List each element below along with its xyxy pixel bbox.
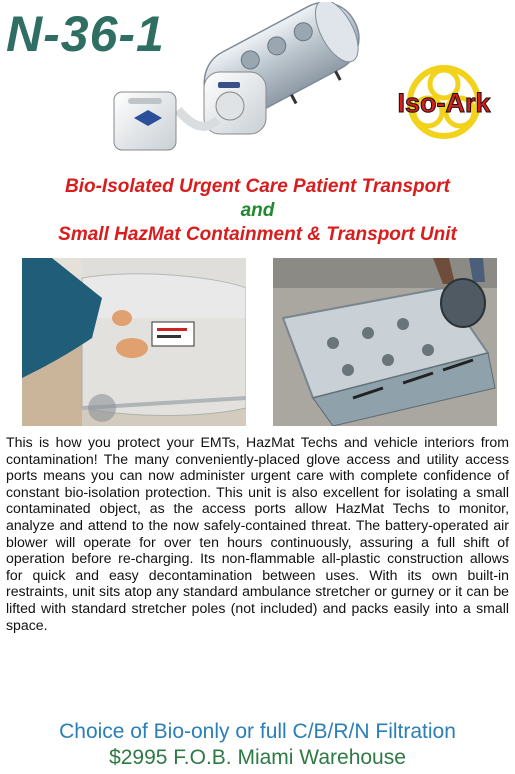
product-description: This is how you protect your EMTs, HazMat Techs and vehicle interiors from contamination! The many conveniently-placed glove access and utility access ports means you can now administer urgent care with complete confidence of constant bio-isolation protection. This unit is also excellent for isolating a small contaminated object, as the access ports allow HazMat Techs to monitor, analyze and attend to the now safely-contained threat. The battery-operated air blower will operate for over ten hours continuously, assuring a full shift of operation before re-charging. Its non-flammable all-plastic construction allows for quick and easy decontamination between uses. With its own built-in restraints, unit sits atop any standard ambulance stretcher or gurney or it can be lifted with standard stretcher poles (not included) and packs easily into a small space. — [6, 434, 509, 633]
glove-port-photo — [22, 258, 246, 426]
svg-text:Iso-Ark: Iso-Ark — [397, 88, 491, 118]
iso-ark-logo — [380, 62, 508, 142]
headline-line-2: and — [240, 200, 275, 221]
product-hero-image — [112, 2, 362, 170]
filtration-options: Choice of Bio-only or full C/B/R/N Filtration — [59, 720, 456, 743]
headline-line-1: Bio-Isolated Urgent Care Patient Transport — [65, 176, 450, 197]
unit-on-floor-photo — [273, 258, 497, 426]
model-number: N-36-1 — [6, 6, 165, 62]
price-line: $2995 F.O.B. Miami Warehouse — [109, 746, 406, 769]
headline-line-3: Small HazMat Containment & Transport Unit — [58, 224, 457, 245]
